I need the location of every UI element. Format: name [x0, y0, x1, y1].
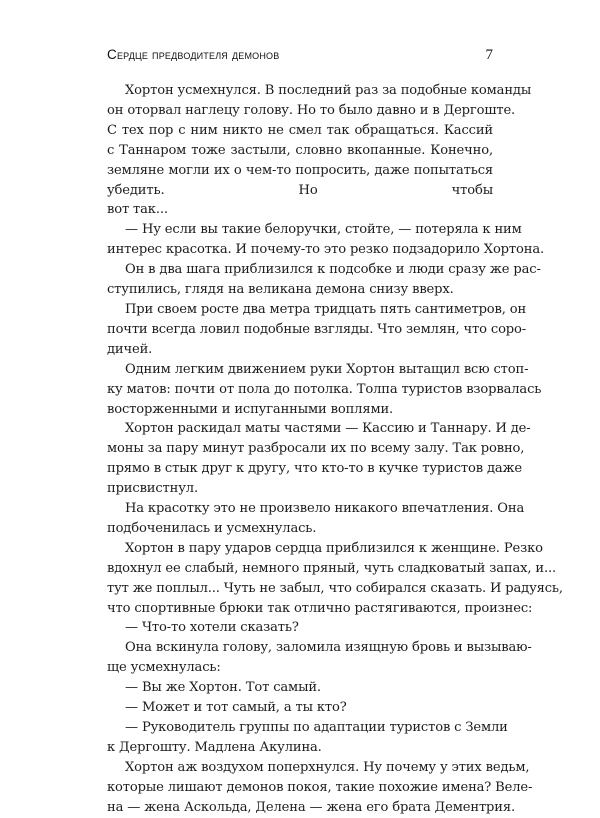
running-title: Сердце предводителя демонов — [107, 47, 280, 62]
paragraph — [107, 638, 532, 678]
paragraph — [107, 220, 544, 260]
text-line: почти всегда ловил подобные взгляды. Что землян, что соро- — [107, 321, 527, 337]
text-line: вот так... — [107, 202, 168, 218]
text-line: ку матов: почти от пола до потолка. Толпа туристов взорвалась — [107, 381, 542, 397]
paragraph — [107, 678, 493, 698]
text-line: которые лишают демонов покоя, такие похожие имена? Веле- — [107, 779, 533, 795]
text-line: на — жена Аскольда, Делена — жена его брата Дементрия. — [107, 799, 515, 815]
paragraph — [107, 499, 525, 539]
text-line: подбоченилась и усмехнулась. — [107, 520, 317, 536]
paragraph — [107, 300, 527, 360]
text-line: прямо в стык друг к другу, что кто-то в кучке туристов даже — [107, 461, 523, 477]
text-line: присвистнул. — [107, 481, 198, 497]
text-line: тут же поплыл... Чуть не забыл, что собирался сказать. И радуясь, — [107, 580, 563, 596]
text-line: Он в два шага приблизился к подсобке и люди сразу же рас- — [125, 262, 541, 278]
text-line: Хортон раскидал маты частями — Кассию и Таннару. И де- — [125, 421, 531, 437]
text-line: интерес красотка. И почему-то это резко подзадорило Хортона. — [107, 242, 544, 258]
paragraph — [107, 260, 541, 300]
text-line: — Руководитель группы по адаптации туристов с Земли — [125, 720, 508, 735]
paragraph — [107, 758, 533, 818]
paragraph — [107, 618, 493, 638]
paragraph — [107, 419, 531, 499]
text-line: При своем росте два метра тридцать пять сантиметров, он — [125, 301, 527, 317]
text-line: он оторвал наглецу голову. Но то было давно и в Дергоште. — [107, 102, 516, 118]
paragraph — [107, 698, 493, 718]
page-header — [107, 47, 493, 69]
text-line: ще усмехнулась: — [107, 660, 221, 676]
text-line: вдохнул ее слабый, немного пряный, чуть сладковатый запах, и... — [107, 560, 556, 576]
text-line: Хортон аж воздухом поперхнулся. Ну почему у этих ведьм, — [125, 759, 530, 775]
paragraph — [107, 360, 542, 420]
text-line: Одним легким движением руки Хортон вытащил всю стоп- — [125, 361, 529, 377]
text-line: — Вы же Хортон. Тот самый. — [125, 680, 321, 696]
text-line: восторженными и испуганными воплями. — [107, 401, 394, 417]
paragraph — [107, 718, 508, 758]
text-line: к Дергошту. Мадлена Акулина. — [107, 739, 322, 755]
text-line: ступились, глядя на великана демона снизу вверх. — [107, 282, 454, 298]
text-line: Хортон усмехнулся. В последний раз за подобные команды — [125, 83, 532, 98]
page-number: 7 — [485, 47, 493, 63]
paragraph — [107, 81, 532, 220]
text-line: — Может и тот самый, а ты кто? — [125, 700, 347, 716]
paragraph — [107, 539, 563, 619]
text-line: — Ну если вы такие белоручки, стойте, — потеряла к ним — [125, 222, 522, 238]
text-line: что спортивные брюки так отлично растягиваются, произнес: — [107, 600, 533, 616]
text-line: — Что-то хотели сказать? — [125, 620, 299, 636]
text-line: Она вскинула голову, заломила изящную бровь и вызываю- — [125, 640, 532, 656]
text-line: дичей. — [107, 341, 153, 357]
text-line: С тех пор с ним никто не смел так обращаться. Кассий с Таннаром тоже застыли, словно вкопанные. Конечно, земляне могли их о чем-то попросить, даже попытаться убедить. Но чтобы — [107, 122, 493, 198]
body-text — [107, 81, 563, 818]
text-line: Хортон в пару ударов сердца приблизился к женщине. Резко — [125, 540, 543, 556]
text-line: моны за пару минут разбросали их по всему залу. Так ровно, — [107, 441, 525, 457]
text-line: На красотку это не произвело никакого впечатления. Она — [125, 501, 525, 517]
